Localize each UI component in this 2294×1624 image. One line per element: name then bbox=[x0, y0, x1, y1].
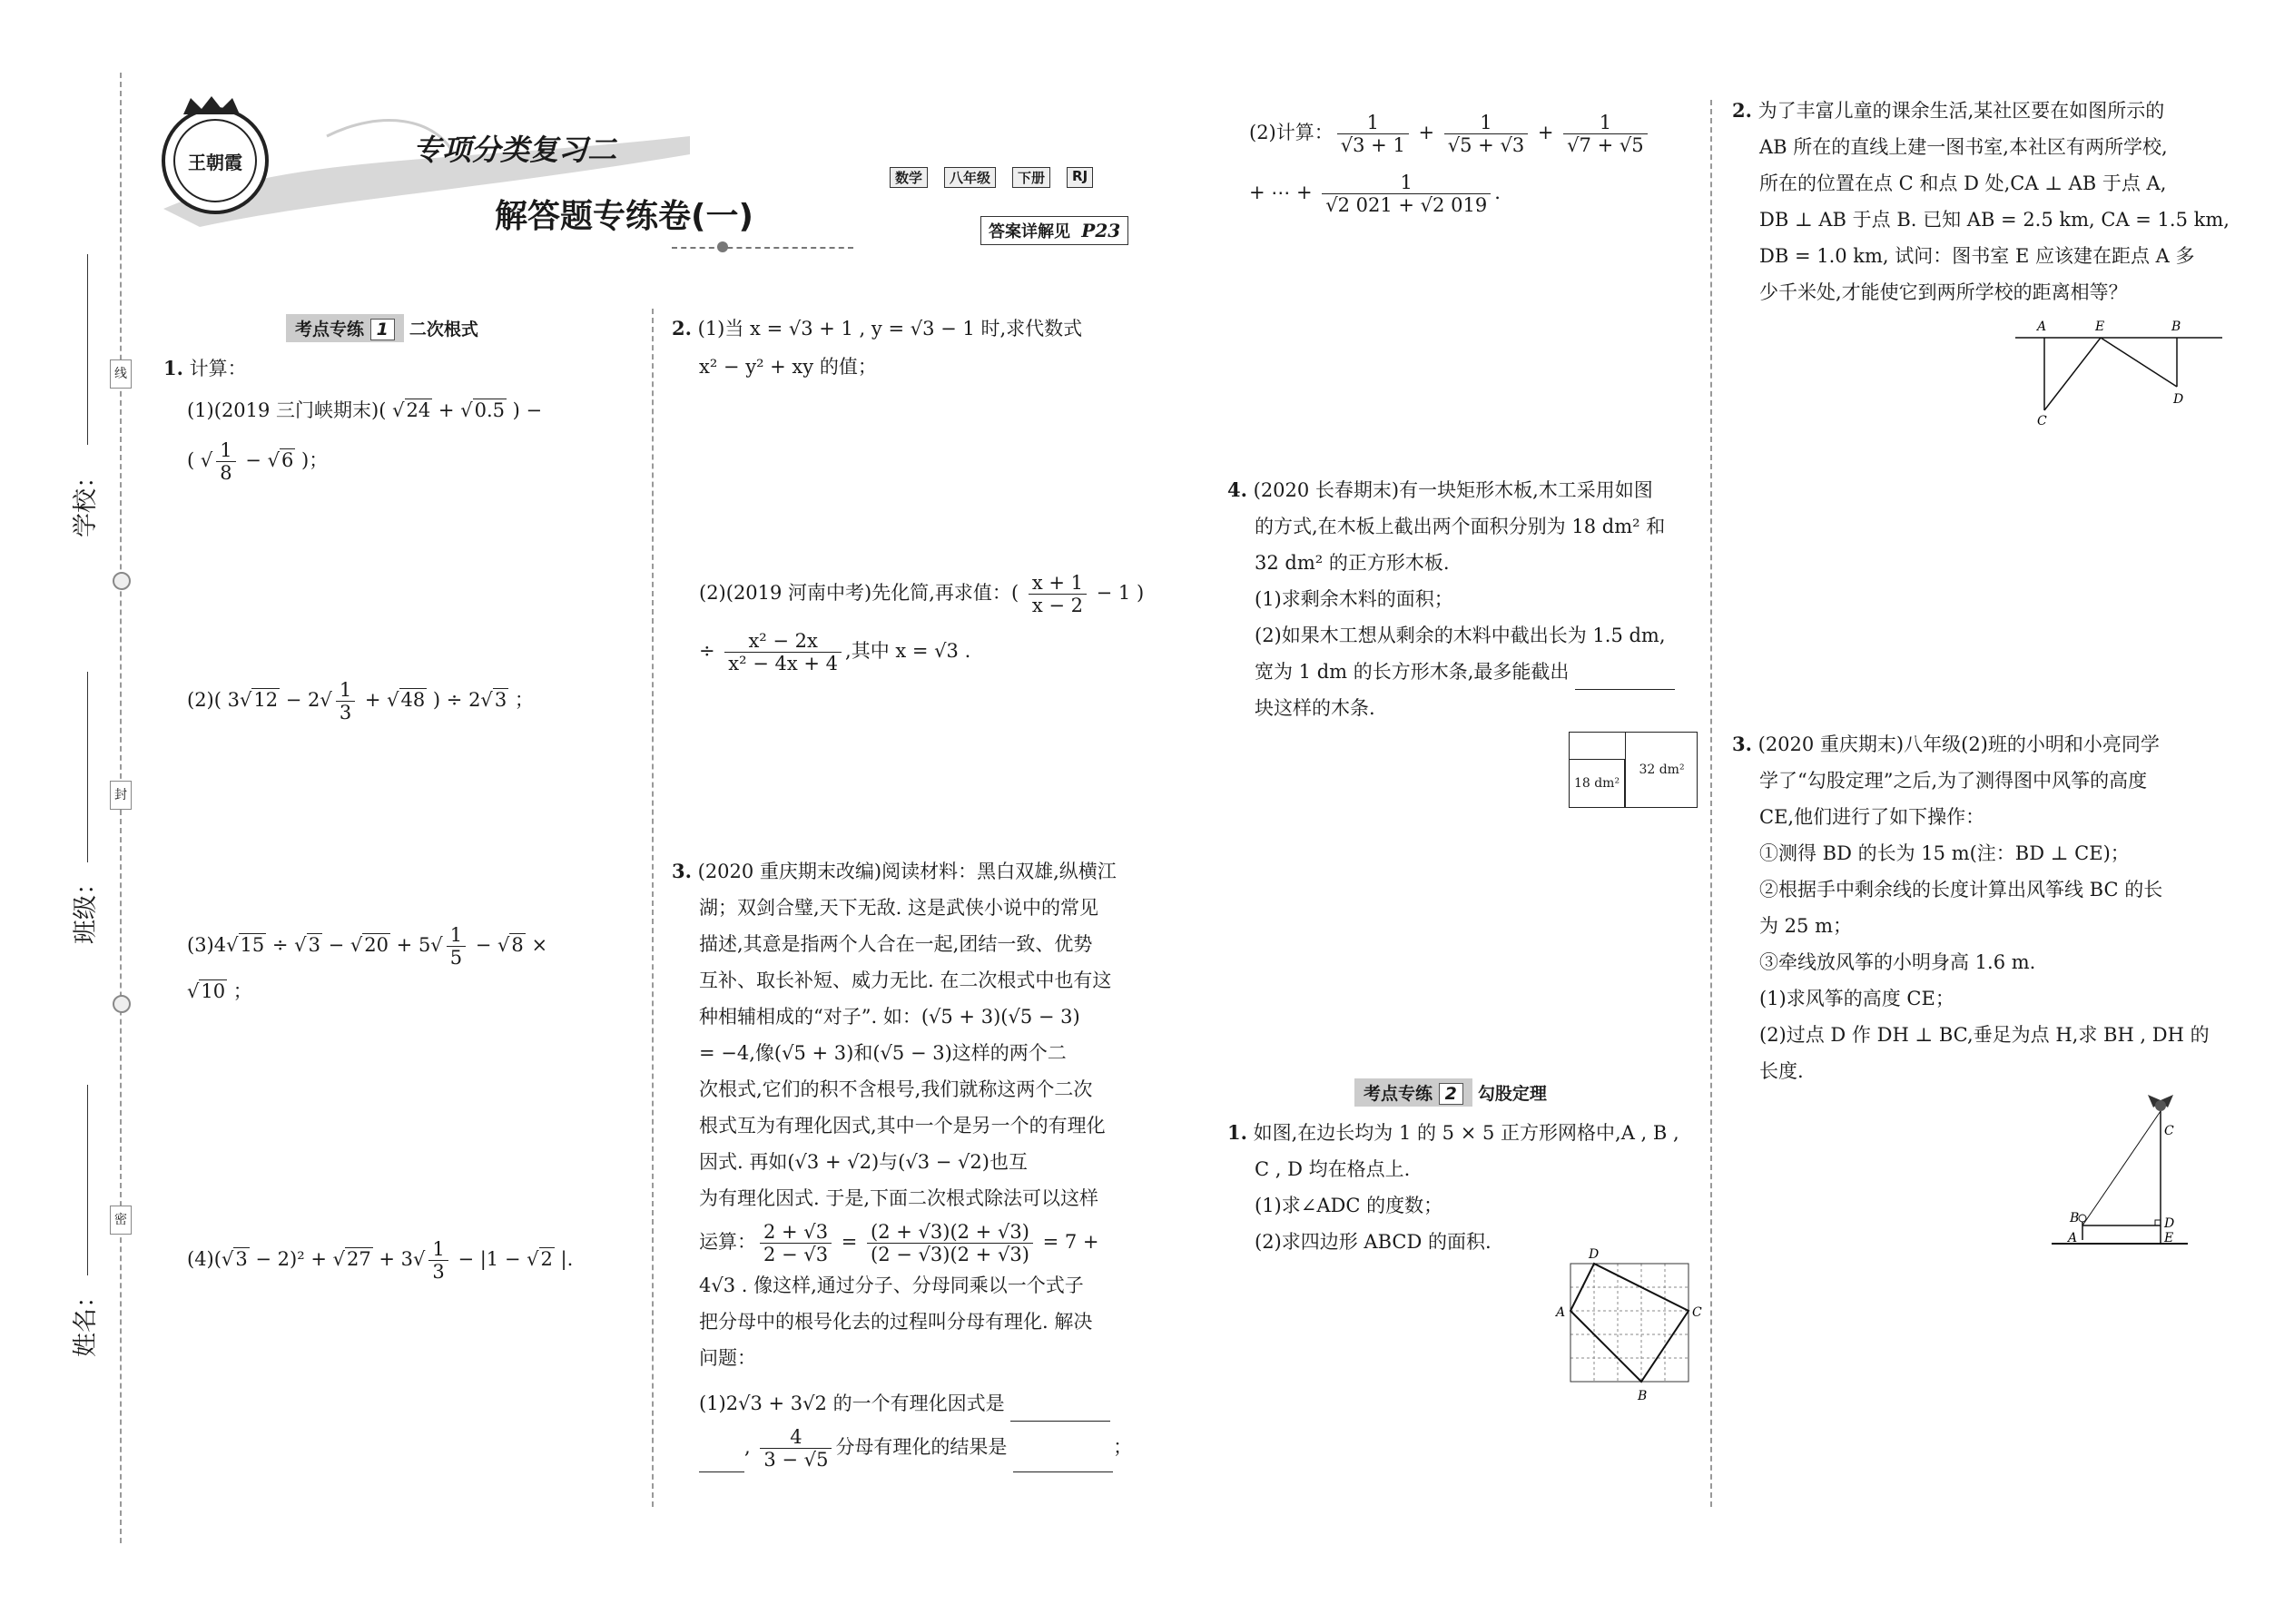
q1-part4: (4)(√3 − 2)² + √27 + 3√ $\frac{1}{3}$ − |1 − √2 |. bbox=[187, 1238, 574, 1283]
s2q3-line-0: 3. (2020 重庆期末)八年级(2)班的小明和小亮同学 bbox=[1732, 733, 2160, 755]
svg-text:B: B bbox=[1638, 1389, 1648, 1403]
q4-diagram bbox=[1569, 732, 1698, 808]
q2-line1: 2. (1)当 x = √3 + 1 , y = √3 − 1 时,求代数式 bbox=[672, 317, 1083, 340]
s2q2-line-5: 少千米处,才能使它到两所学校的距离相等？ bbox=[1759, 281, 2128, 303]
svg-text:C: C bbox=[1692, 1305, 1702, 1320]
svg-text:C: C bbox=[2037, 414, 2047, 428]
s2q2-line-4: DB = 1.0 km, 试问：图书室 E 应该建在距点 A 多 bbox=[1759, 245, 2195, 267]
q1-part2: (2)( 3√12 − 2√ $\frac{1}{3}$ + √48 ) ÷ 2√3 ； bbox=[187, 679, 534, 723]
logo-crown-icon bbox=[182, 94, 241, 116]
svg-text:E: E bbox=[2164, 1231, 2174, 1245]
answer-ref-page: P23 bbox=[1081, 220, 1121, 241]
q2b-line1: (2)计算： $\frac{1}{√3 + 1}$ + $\frac{1}{√5 + √3}$ + $\frac{1}{√7 + √5}$ bbox=[1249, 105, 1651, 160]
q3-line-0: 3. (2020 重庆期末改编)阅读材料：黑白双雄,纵横江 bbox=[672, 860, 1117, 882]
s2q3-line-8: (2)过点 D 作 DH ⊥ BC,垂足为点 H,求 BH , DH 的 bbox=[1759, 1024, 2210, 1046]
q4-line-5: 宽为 1 dm 的长方形木条,最多能截出 bbox=[1227, 654, 1675, 690]
library-diagram bbox=[2015, 318, 2224, 427]
q3-after-3: 问题： bbox=[699, 1347, 756, 1369]
s2q3-line-1: 学了“勾股定理”之后,为了测得图中风筝的高度 bbox=[1759, 770, 2148, 792]
school-underline[interactable] bbox=[87, 254, 88, 445]
svg-text:D: D bbox=[1589, 1247, 1600, 1262]
name-underline[interactable] bbox=[87, 1085, 88, 1275]
q3-line-2: 描述,其意是指两个人合在一起,团结一致、优势 bbox=[699, 933, 1093, 955]
section-tag-2-title: 勾股定理 bbox=[1477, 1084, 1547, 1104]
binding-mark-1: 线 bbox=[110, 359, 132, 389]
library-figure-icon bbox=[2015, 318, 2224, 427]
kite-figure-icon bbox=[2052, 1089, 2188, 1271]
q3-sub1-line2: , $\frac{4}{3 - √5}$ 分母有理化的结果是 ； bbox=[672, 1422, 1132, 1472]
answer-ref-text: 答案详解见 bbox=[989, 222, 1070, 241]
q1-intro: 1. 计算： bbox=[163, 357, 247, 379]
s2q3-line-6: ③牵线放风筝的小明身高 1.6 m. bbox=[1759, 951, 2036, 973]
svg-text:B: B bbox=[2171, 320, 2181, 334]
svg-text:C: C bbox=[2164, 1124, 2174, 1138]
section-tag-1-title: 二次根式 bbox=[409, 320, 478, 340]
q4-blank[interactable] bbox=[1575, 671, 1675, 690]
s2q1-line-1: C , D 均在格点上. bbox=[1255, 1158, 1411, 1180]
q3-line-1: 湖；双剑合璧,天下无敌. 这是武侠小说中的常见 bbox=[699, 897, 1099, 919]
q4-line-1: 的方式,在木板上截出两个面积分别为 18 dm² 和 bbox=[1255, 516, 1666, 537]
q4-box-small: 18 dm² bbox=[1570, 759, 1625, 807]
svg-text:E: E bbox=[2095, 320, 2105, 334]
q3-after-2: 把分母中的根号化去的过程叫分母有理化. 解决 bbox=[699, 1311, 1093, 1333]
s2q3-line-4: ②根据手中剩余线的长度计算出风筝线 BC 的长 bbox=[1759, 879, 2163, 901]
tag-grade: 八年级 bbox=[944, 167, 996, 188]
tag-row bbox=[890, 167, 1093, 188]
s2q1-line-0: 1. 如图,在边长均为 1 的 5 × 5 正方形网格中,A , B , bbox=[1227, 1121, 1679, 1144]
s2q3-line-5: 为 25 m； bbox=[1759, 915, 1852, 937]
q3-after-1: 4√3 . 像这样,通过分子、分母同乘以一个式子 bbox=[699, 1275, 1084, 1296]
q3-line-4: 种相辅相成的“对子”. 如：(√5 + 3)(√5 − 3) bbox=[699, 1006, 1080, 1028]
q1-part1: (1)(2019 三门峡期末)( √24 + √0.5 ) − bbox=[187, 399, 543, 421]
q3-line-7: 根式互为有理化因式,其中一个是另一个的有理化 bbox=[699, 1115, 1106, 1137]
s2q2-line-1: AB 所在的直线上建一图书室,本社区有两所学校, bbox=[1759, 136, 2168, 158]
binding-hole-2 bbox=[113, 995, 131, 1013]
q3-blank-1[interactable] bbox=[1010, 1403, 1110, 1422]
s2q1-line-2: (1)求∠ADC 的度数； bbox=[1255, 1195, 1443, 1216]
q4-box-large: 32 dm² bbox=[1625, 733, 1698, 807]
section-tag-1 bbox=[286, 314, 478, 342]
q3-blank-2[interactable] bbox=[1013, 1453, 1113, 1472]
binding-mark-2: 封 bbox=[110, 781, 132, 810]
binding-mark-3: 密 bbox=[110, 1206, 132, 1235]
q4-line-4: (2)如果木工想从剩余的木料中截出长为 1.5 dm, bbox=[1255, 625, 1666, 646]
kite-diagram bbox=[2052, 1089, 2188, 1271]
q4-line-2: 32 dm² 的正方形木板. bbox=[1255, 552, 1450, 574]
svg-text:A: A bbox=[2037, 320, 2047, 334]
class-label: 班级： bbox=[72, 871, 100, 944]
tag-edition: RJ bbox=[1067, 167, 1093, 188]
q4-block bbox=[1227, 472, 1675, 726]
s2q1-block bbox=[1227, 1115, 1679, 1260]
header-dashline bbox=[672, 247, 853, 249]
svg-text:A: A bbox=[1556, 1305, 1566, 1320]
school-label: 学校： bbox=[72, 464, 100, 537]
binding-hole-1 bbox=[113, 572, 131, 590]
section-tag-2-label: 考点专练 2 bbox=[1354, 1078, 1472, 1107]
class-underline[interactable] bbox=[87, 672, 88, 862]
q3-sub1: (1)2√3 + 3√2 的一个有理化因式是 bbox=[672, 1385, 1132, 1422]
svg-text:D: D bbox=[2173, 392, 2184, 407]
answer-ref-box bbox=[980, 216, 1128, 245]
q3-calc: 运算： $\frac{2 + √3}{2 - √3}$ = $\frac{(2 + √3)(2 + √3)}{(2 - √3)(2 + √3)}$ = 7 + bbox=[699, 1221, 1099, 1265]
q2-part2: (2)(2019 河南中考)先化简,再求值：( $\frac{x + 1}{x - 2}$ − 1 ) bbox=[699, 572, 1145, 616]
tag-volume: 下册 bbox=[1012, 167, 1050, 188]
q2-part2-line2: ÷ $\frac{\text{x² − 2x}}{\text{x² − 4x + 4}}$ ,其中 x = √3 . bbox=[699, 630, 971, 674]
svg-text:A: A bbox=[2068, 1231, 2078, 1245]
s2q2-line-3: DB ⊥ AB 于点 B. 已知 AB = 2.5 km, CA = 1.5 km, bbox=[1759, 209, 2230, 231]
q4-line-3: (1)求剩余木料的面积； bbox=[1255, 588, 1453, 610]
s2q2-block bbox=[1732, 93, 2230, 310]
q3-blank-1b[interactable] bbox=[699, 1453, 744, 1472]
s2q3-line-3: ①测得 BD 的长为 15 m(注：BD ⊥ CE)； bbox=[1759, 842, 2130, 864]
s2q3-block bbox=[1732, 726, 2210, 1089]
q3-line-6: 次根式,它们的积不含根号,我们就称这两个二次 bbox=[699, 1078, 1093, 1100]
section-tag-2 bbox=[1354, 1078, 1547, 1107]
q1-part3: (3)4√15 ÷ √3 − √20 + 5√ $\frac{1}{5}$ − √8 × bbox=[187, 924, 548, 969]
title-main: 专项分类复习二 bbox=[413, 133, 617, 167]
s2q2-line-2: 所在的位置在点 C 和点 D 处,CA ⊥ AB 于点 A, bbox=[1759, 172, 2167, 194]
grid-figure-icon bbox=[1543, 1245, 1702, 1409]
s2q2-line-0: 2. 为了丰富儿童的课余生活,某社区要在如图所示的 bbox=[1732, 99, 2165, 122]
header-dot-icon bbox=[717, 241, 728, 252]
svg-text:B: B bbox=[2070, 1211, 2080, 1225]
svg-text:D: D bbox=[2164, 1216, 2175, 1231]
title-sub: 解答题专练卷(一) bbox=[495, 198, 753, 235]
q3-line-9: 为有理化因式. 于是,下面二次根式除法可以这样 bbox=[699, 1187, 1099, 1209]
q3-line-3: 互补、取长补短、威力无比. 在二次根式中也有这 bbox=[699, 969, 1112, 991]
tag-subject: 数学 bbox=[890, 167, 928, 188]
logo-text: 王朝霞 bbox=[188, 151, 242, 173]
q3-block bbox=[672, 853, 1132, 1472]
q4-line-0: 4. (2020 长春期末)有一块矩形木板,木工采用如图 bbox=[1227, 478, 1653, 501]
section-tag-1-label: 考点专练 1 bbox=[286, 314, 404, 342]
logo-badge bbox=[162, 107, 269, 214]
column-divider-1 bbox=[652, 309, 654, 1507]
q3-line-5: = −4,像(√5 + 3)和(√5 − 3)这样的两个二 bbox=[699, 1042, 1067, 1064]
column-divider-2 bbox=[1710, 100, 1712, 1507]
q2-line2: x² − y² + xy 的值； bbox=[699, 356, 877, 378]
s2q3-line-9: 长度. bbox=[1759, 1060, 1804, 1082]
s2q3-line-2: CE,他们进行了如下操作： bbox=[1759, 806, 1985, 828]
grid-diagram bbox=[1543, 1245, 1702, 1409]
name-label: 姓名： bbox=[72, 1284, 100, 1357]
q1-part3-line2: √10 ； bbox=[187, 980, 252, 1002]
q3-line-8: 因式. 再如(√3 + √2)与(√3 − √2)也互 bbox=[699, 1151, 1028, 1173]
q1-part1-line2: ( √ $\frac{1}{8}$ − √6 )； bbox=[187, 439, 329, 484]
s2q1-line-3: (2)求四边形 ABCD 的面积. bbox=[1255, 1231, 1492, 1253]
s2q3-line-7: (1)求风筝的高度 CE； bbox=[1759, 988, 1954, 1009]
q2b-line2: + ⋯ + $\frac{1}{√2 021 + √2 019}$ . bbox=[1249, 172, 1501, 216]
q4-line-6: 块这样的木条. bbox=[1255, 697, 1375, 719]
